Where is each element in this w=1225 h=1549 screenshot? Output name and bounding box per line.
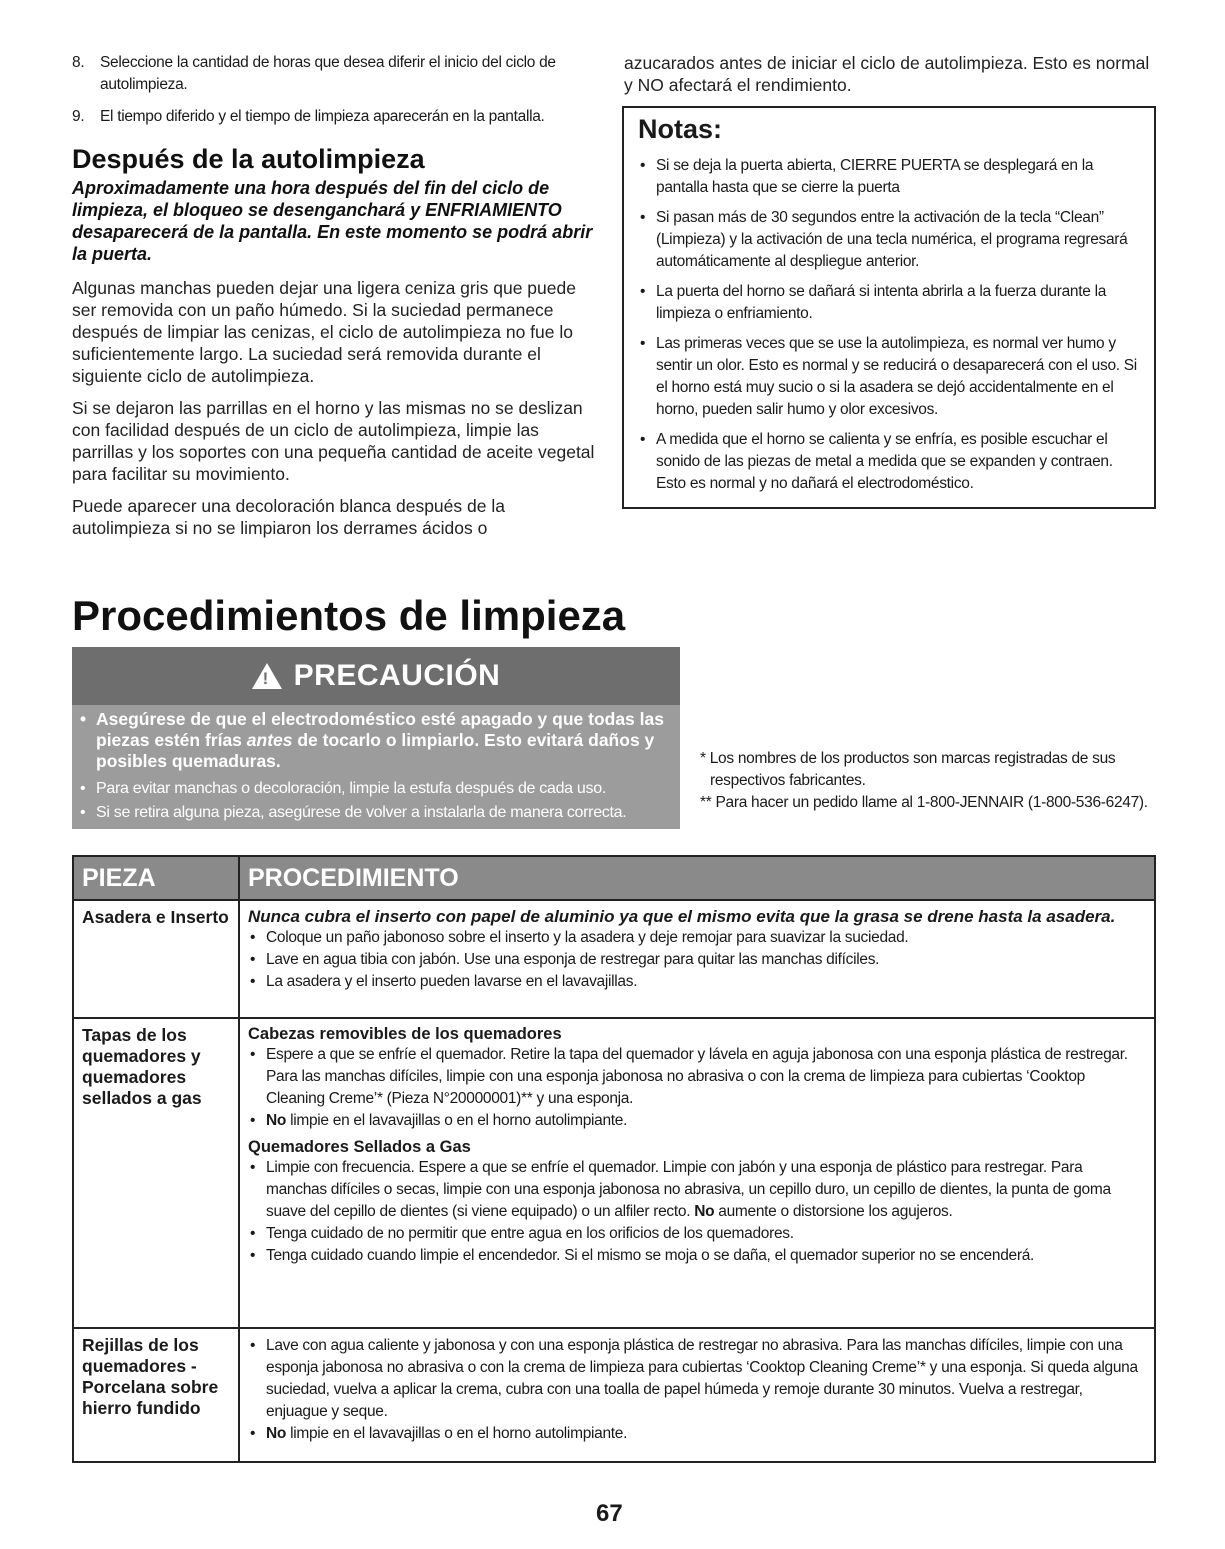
piece-cell: Rejillas de los quemadores - Porcelana sobre hierro fundido xyxy=(73,1328,239,1462)
procedure-list xyxy=(248,1335,1146,1445)
step-number: 9. xyxy=(72,108,85,125)
procedure-item: • Tenga cuidado cuando limpie el encendedor. Si el mismo se moja o se daña, el quemador superior no se encenderá. xyxy=(248,1245,1146,1267)
page-number: 67 xyxy=(596,1500,623,1527)
after-cleaning-body xyxy=(72,277,604,539)
right-column xyxy=(622,52,1156,509)
notes-list xyxy=(638,155,1142,495)
caution-text: de tocarlo o limpiarlo. Esto evitará daños y posibles quemaduras. xyxy=(96,730,655,771)
step-text: El tiempo diferido y el tiempo de limpieza aparecerán en la pantalla. xyxy=(100,108,545,125)
note-item: • Si se deja la puerta abierta, CIERRE PUERTA se desplegará en la pantalla hasta que se cierre la puerta xyxy=(638,155,1142,199)
piece-cell: Asadera e Inserto xyxy=(73,900,239,1018)
procedures-table-wrap xyxy=(72,855,1156,1463)
paragraph: Si se dejaron las parrillas en el horno y las mismas no se deslizan con facilidad después de un ciclo de autolimpieza, limpie las parrillas y los soportes con una pequeña cantidad de aceite vegetal para facilitar su movimiento. xyxy=(72,398,595,484)
caution-text: Asegúrese de que el electrodoméstico esté apagado y que todas las piezas estén frías xyxy=(96,709,664,750)
procedure-text: aumente o distorsione los agujeros. xyxy=(714,1203,953,1220)
footnote: ** Para hacer un pedido llame al 1-800-JENNAIR (1-800-536-6247). xyxy=(700,794,1148,811)
procedures-table xyxy=(72,855,1156,1463)
paragraph: Puede aparecer una decoloración blanca después de la autolimpieza si no se limpiaron los derrames ácidos o xyxy=(72,496,505,538)
section-title: Procedimientos de limpieza xyxy=(72,592,626,639)
procedure-list xyxy=(248,1044,1146,1132)
step-item xyxy=(72,52,604,96)
procedure-item: • Lave en agua tibia con jabón. Use una esponja de restregar para quitar las manchas difíciles. xyxy=(248,949,1146,971)
step-text: Seleccione la cantidad de horas que desea diferir el inicio del ciclo de autolimpieza. xyxy=(100,54,556,93)
no-label: No xyxy=(266,1112,287,1129)
footnotes xyxy=(700,748,1160,814)
procedure-text: Limpie con frecuencia. Espere a que se enfríe el quemador. Limpie con jabón y una esponja de plástico para restregar. Para manchas difíciles o secas, limpie con una esponja jabonosa no abrasiva, un cepillo duro, un cepillo de dientes, la punta de goma suave del cepillo de dientes (si viene equipado) o un alfiler recto. xyxy=(266,1159,1111,1220)
subheading: Cabezas removibles de los quemadores xyxy=(248,1025,562,1043)
procedure-text: limpie en el lavavajillas o en el horno autolimpiante. xyxy=(286,1112,628,1129)
continuation-text: azucarados antes de iniciar el ciclo de autolimpieza. Esto es normal y NO afectará el rendimiento. xyxy=(624,53,1150,95)
paragraph: Algunas manchas pueden dejar una ligera ceniza gris que puede ser removida con un paño húmedo. Si la suciedad permanece después de limpiar las cenizas, el ciclo de autolimpieza no fue lo suficientemente largo. La suciedad será removida durante el siguiente ciclo de autolimpieza. xyxy=(72,278,576,386)
after-cleaning-title: Después de la autolimpieza xyxy=(72,144,425,174)
procedure-item: • Tenga cuidado de no permitir que entre agua en los orificios de los quemadores. xyxy=(248,1223,1146,1245)
no-label: No xyxy=(694,1203,715,1220)
procedure-item xyxy=(248,1423,1146,1445)
procedure-list xyxy=(248,1157,1146,1267)
note-item: • A medida que el horno se calienta y se enfría, es posible escuchar el sonido de las piezas de metal a medida que se expanden y contraen. Esto es normal y no dañará el electrodoméstico. xyxy=(638,429,1142,495)
procedure-item: • Coloque un paño jabonoso sobre el inserto y la asadera y deje remojar para suavizar la suciedad. xyxy=(248,927,1146,949)
procedure-item: • Lave con agua caliente y jabonosa y con una esponja plástica de restregar no abrasiva. Para las manchas difíciles, limpie con una esponja jabonosa no abrasiva o con la crema de limpieza para cubiertas ‘Cooktop Cleaning Creme’* y una esponja. Si queda alguna suciedad, vuelva a aplicar la crema, cubra con una toalla de papel húmeda y remoje durante 30 minutos. Vuelva a restregar, enjuague y seque. xyxy=(248,1335,1146,1423)
step-number: 8. xyxy=(72,54,85,71)
table-row xyxy=(73,1328,1155,1462)
caution-list xyxy=(72,705,680,824)
table-row xyxy=(73,1018,1155,1328)
table-row xyxy=(73,900,1155,1018)
notes-title: Notas: xyxy=(638,114,723,144)
procedure-item xyxy=(248,1110,1146,1132)
caution-emphasis: antes xyxy=(246,730,293,750)
warning-icon: ! xyxy=(252,663,282,689)
left-column xyxy=(72,52,604,549)
subheading: Quemadores Sellados a Gas xyxy=(248,1138,471,1156)
procedure-item xyxy=(248,1157,1146,1223)
note-item: • Las primeras veces que se use la autolimpieza, es normal ver humo y sentir un olor. Esto es normal y se reducirá o desaparecerá con el uso. Si el horno está muy sucio o si la asadera se dejó accidentalmente en el horno, pueden salir humo y olor excesivos. xyxy=(638,333,1142,421)
caution-header xyxy=(72,647,680,705)
procedure-list xyxy=(248,927,1146,993)
piece-cell: Tapas de los quemadores y quemadores sellados a gas xyxy=(73,1018,239,1328)
procedure-cell xyxy=(239,900,1155,1018)
column-header-piece: PIEZA xyxy=(73,856,239,900)
warning-text: Nunca cubra el inserto con papel de aluminio ya que el mismo evita que la grasa se drene hasta la asadera. xyxy=(248,907,1116,926)
footnote: * Los nombres de los productos son marcas registradas de sus respectivos fabricantes. xyxy=(700,750,1116,789)
column-header-procedure: PROCEDIMIENTO xyxy=(239,856,1155,900)
caution-item: • Si se retira alguna pieza, asegúrese de volver a instalarla de manera correcta. xyxy=(78,802,670,824)
procedure-cell xyxy=(239,1328,1155,1462)
procedure-item: • Espere a que se enfríe el quemador. Retire la tapa del quemador y lávela en aguja jabonosa con una esponja plástica de restregar. Para las manchas difíciles, limpie con una esponja jabonosa no abrasiva o con la crema de limpieza para cubiertas ‘Cooktop Cleaning Creme’* (Pieza N°20000001)** y una esponja. xyxy=(248,1044,1146,1110)
procedure-text: limpie en el lavavajillas o en el horno autolimpiante. xyxy=(286,1425,628,1442)
steps-list xyxy=(72,52,604,128)
caution-item xyxy=(78,709,670,772)
no-label: No xyxy=(266,1425,287,1442)
after-cleaning-lead: Aproximadamente una hora después del fin del ciclo de limpieza, el bloqueo se desenganchará y ENFRIAMIENTO desaparecerá de la pantalla. En este momento se podrá abrir la puerta. xyxy=(72,178,593,264)
caution-item: • Para evitar manchas o decoloración, limpie la estufa después de cada uso. xyxy=(78,778,670,800)
procedure-cell xyxy=(239,1018,1155,1328)
note-item: • Si pasan más de 30 segundos entre la activación de la tecla “Clean” (Limpieza) y la activación de una tecla numérica, el programa regresará automáticamente al despliegue anterior. xyxy=(638,207,1142,273)
step-item xyxy=(72,106,604,128)
caution-title: PRECAUCIÓN xyxy=(293,659,501,692)
notes-box xyxy=(622,106,1156,509)
table-header xyxy=(73,856,1155,900)
caution-box xyxy=(72,647,680,829)
procedure-item: • La asadera y el inserto pueden lavarse en el lavavajillas. xyxy=(248,971,1146,993)
note-item: • La puerta del horno se dañará si intenta abrirla a la fuerza durante la limpieza o enfriamiento. xyxy=(638,281,1142,325)
